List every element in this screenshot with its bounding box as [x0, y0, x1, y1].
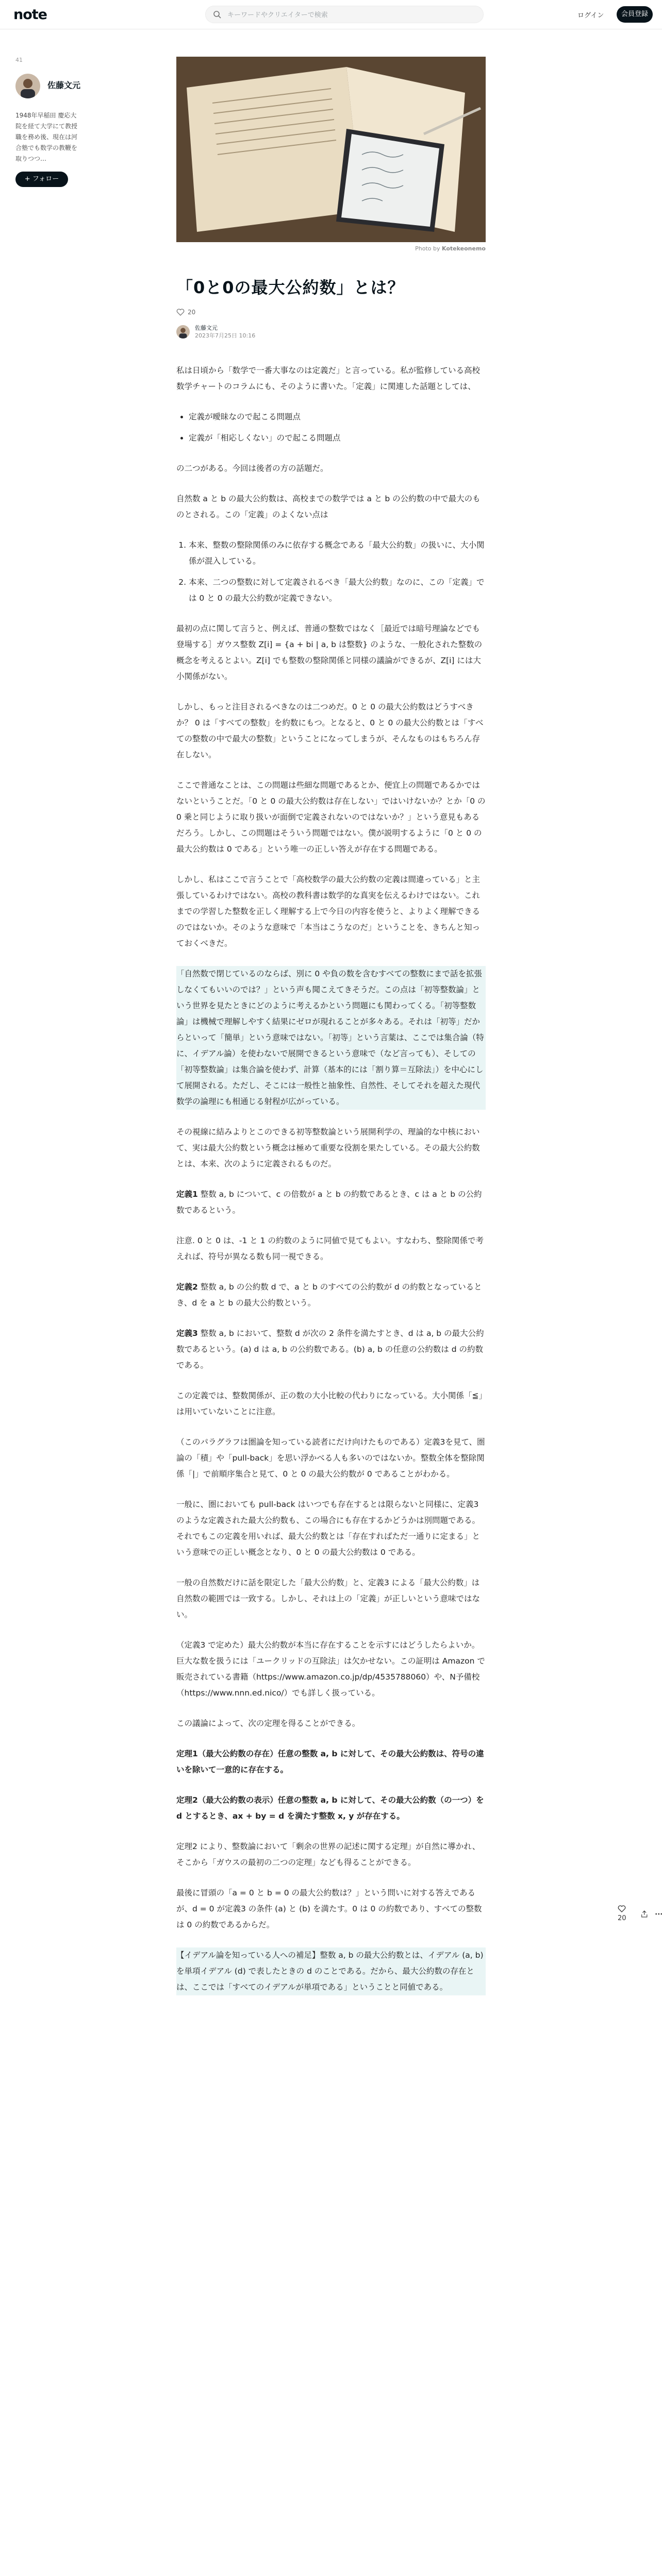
paragraph: ここで普通なことは、この問題は些細な問題であるとか、便宜上の問題であるかではないということだ。「0 と 0 の最大公約数は存在しない」ではいけないか？とか「0 の 0 乗と同じように取り扱いが面倒で定義されないのではないか？」という意見もあるだろう。しかし、この問題はそういう問題ではない。僕が説明するように「0 と 0 の最大公約数は 0 である」という唯一の正しい答えが存在する問題である。: [176, 780, 486, 854]
like-count: 20: [188, 309, 196, 316]
paragraph: 最後に冒頭の「a = 0 と b = 0 の最大公約数は？」という問いに対する答えであるが、d = 0 が定義3 の条件 (a) と (b) を満たす。0 は 0 の約数であり、すべての整数は 0 の約数であるからだ。: [176, 1888, 482, 1929]
paragraph: の二つがある。今回は後者の方の話題だ。: [176, 463, 328, 473]
definition-label: 定義3: [176, 1328, 198, 1338]
paragraph: 自然数 a と b の最大公約数は、高校までの数学では a と b の公約数の中で最大のものとされる。この「定義」のよくない点は: [176, 494, 481, 519]
byline-name[interactable]: 佐藤文元: [195, 325, 218, 331]
paragraph: （定義3 で定めた）最大公約数が本当に存在することを示すにはどうしたらよいか。巨大な数を扱うには「ユークリッドの互除法」は欠かせない。この証明は Amazon で販売されている書籍（https://www.amazon.co.jp/dp/4535788060）や、N予備校（https://www.nnn.ed.nico/）でも詳しく扱っている。: [176, 1640, 485, 1698]
definition-label: 定義2: [176, 1282, 198, 1292]
author-avatar[interactable]: [15, 74, 40, 98]
follow-button[interactable]: [15, 172, 68, 187]
ordered-item: 1. 本来、整数の整除関係のみに依存する概念である「最大公約数」の扱いに、大小関係が混入している。: [189, 537, 486, 569]
paragraph: その視線に結みよりとこのできる初等整数論という展開利学の、理論的な中核において、実は最大公約数という概念は極めて重要な役割を果たしている。その最大公約数とは、本来、次のように定義されるものだ。: [176, 1127, 480, 1168]
author-sidebar: [15, 57, 82, 187]
search-icon: [213, 10, 221, 19]
author-name[interactable]: 佐藤文元: [47, 80, 81, 90]
signup-button[interactable]: 会員登録: [617, 6, 653, 23]
paragraph: この議論によって、次の定理を得ることができる。: [176, 1718, 360, 1728]
post-count: 41: [15, 57, 23, 63]
publish-date: 2023年7月25日 10:16: [195, 332, 256, 340]
paragraph: 定理2 により、整数論において「剰余の世界の記述に関する定理」が自然に導かれ、そこから「ガウスの最初の二つの定理」なども得ることができる。: [176, 1841, 481, 1867]
image-credit: [176, 245, 486, 252]
definition-label: 定義1: [176, 1189, 198, 1199]
author-bio: 1948年早稲田 慶応大院を経て大学にて教授職を務め後、現在は河合塾でも数学の教鞭を取りつつ…: [15, 112, 78, 162]
login-link[interactable]: ログイン: [577, 12, 604, 20]
paragraph: 「自然数で閉じているのならば、別に 0 や負の数を含むすべての整数にまで話を拡張しなくてもいいのでは？」という声も聞こえてきそうだ。この点は「初等整数論」という世界を見たときにどのように考えるかという問題にも関わってくる。「初等整数論」は機械で理解しやすく結果にゼロが現れることが多々ある。それは「初等」だからといって「簡単」という意味ではない。「初等」という言葉は、ここでは集合論（特に、イデアル論）を使わないで展開できるという意味で（など言っても）、そしての「初等整数論」は集合論を使わず、計算（基本的には「割り算＝互除法」）を中心にして展開される。ただし、そこには一般性と抽象性、自然性、そしてそれを超えた現代数学の論理にも相通じる射程が広がっている。: [176, 966, 486, 1110]
image-credit-name[interactable]: Kotekeonemo: [442, 245, 486, 252]
heart-icon[interactable]: [176, 309, 185, 316]
article-meta: [176, 309, 486, 316]
note-logo[interactable]: note: [13, 7, 47, 23]
definition-text: 整数 a, b の公約数 d で、a と b のすべての公約数が d の約数となっているとき、d を a と b の最大公約数という。: [176, 1282, 482, 1308]
ordered-list: [176, 537, 486, 606]
article: [176, 57, 486, 2010]
definition-3: [176, 1326, 486, 1374]
definition-text: 整数 a, b について、c の倍数が a と b の約数であるとき、c は a と b の公約数であるという。: [176, 1189, 482, 1215]
search-input[interactable]: [226, 6, 476, 24]
definition-2: [176, 1279, 486, 1311]
byline-avatar[interactable]: [176, 325, 190, 338]
follow-label: フォロー: [32, 175, 59, 183]
paragraph: 一般に、圏においても pull-back はいつでも存在するとは限らないと同様に、定義3のような定義された最大公約数も、この場合にも存在するかどうかは別問題である。それでもこの定義を用いれば、最大公約数とは「存在すればただ一通りに定まる」という意味での正しい概念となり、0 と 0 の最大公約数は 0 である。: [176, 1499, 481, 1557]
plus-icon: +: [24, 175, 30, 183]
theorem-1: 定理1（最大公約数の存在）任意の整数 a, b に対して、その最大公約数は、符号の違いを除いて一意的に存在する。: [176, 1749, 484, 1774]
paragraph: この定義では、整数関係が、正の数の大小比較の代わりになっている。大小関係「≦」は用いていないことに注意。: [176, 1391, 483, 1416]
paragraph: （このパラグラフは圏論を知っている読者にだけ向けたものである）定義3を見て、圏論の「積」や「pull-back」を思い浮かべる人も多いのではないか。整数全体を整除関係「|」で前順序集合と見て、0 と 0 の最大公約数が 0 であることがわかる。: [176, 1437, 485, 1479]
search-bar[interactable]: [205, 6, 484, 23]
more-icon[interactable]: [655, 1913, 662, 1915]
paragraph: 最初の点に関して言うと、例えば、普通の整数ではなく［最近では暗号理論などでも登場する］ガウス整数 Z[i] = {a + bi | a, b は整数} のような、一般化された整数の概念を考えるとよい。Z[i] でも整数の整除関係と同様の議論ができるが、Z[i] には大小関係がない。: [176, 623, 483, 681]
bullet-item: • 定義が「相応しくない」ので起こる問題点: [189, 430, 486, 446]
definition-1: [176, 1187, 486, 1218]
paragraph: しかし、もっと注目されるべきなのは二つめだ。0 と 0 の最大公約数はどうすべきか？ 0 は「すべての整数」を約数にもつ。となると、0 と 0 の最大公約数とは「すべての整数の中で最大の整数」ということになってしまうが、そんなものはもちろん存在しない。: [176, 702, 484, 759]
byline: [176, 324, 486, 340]
like-button[interactable]: [618, 1905, 634, 1922]
paragraph: 私は日頃から「数学で一番大事なのは定義だ」と言っている。私が監修している高校数学チャートのコラムにも、そのように書いた。「定義」に関連した話題としては、: [176, 365, 481, 391]
paragraph: しかし、私はここで言うことで「高校数学の最大公約数の定義は間違っている」と主張しているわけではない。高校の教科書は数学的な真実を伝えるわけではない。これまでの学習した整数を正しく理解する上で今日の内容を使うと、よりよく理解できるのではないか。そのような意味で「本当はこうなのだ」ということを、きちんと知っておくべきだ。: [176, 874, 481, 948]
theorem-2: 定理2（最大公約数の表示）任意の整数 a, b に対して、その最大公約数（の一つ）を d とするとき、ax + by = d を満たす整数 x, y が存在する。: [176, 1795, 484, 1821]
floating-actions: [618, 1905, 662, 1922]
paragraph: 【イデアル論を知っている人への補足】整数 a, b の最大公約数とは、イデアル (a, b) を単項イデアル (d) で表したときの d のことである。だから、最大公約数の存在とは、ここでは「すべてのイデアルが単項である」ということと同値である。: [176, 1947, 486, 1995]
article-body: [176, 363, 486, 1995]
article-title: 「0と0の最大公約数」とは？: [176, 278, 405, 297]
paragraph: 注意. 0 と 0 は、-1 と 1 の約数のように同値で見てもよい。すなわち、整除関係で考えれば、符号が異なる数も同一視できる。: [176, 1235, 484, 1261]
definition-text: 整数 a, b において、整数 d が次の 2 条件を満たすとき、d は a, b の最大公約数であるという。(a) d は a, b の公約数である。(b) a, b の任意の公約数は d の約数である。: [176, 1328, 484, 1370]
heart-icon: [618, 1905, 626, 1912]
ordered-item: 2. 本来、二つの整数に対して定義されるべき「最大公約数」なのに、この「定義」では 0 と 0 の最大公約数が定義できない。: [189, 574, 486, 606]
hero-image: [176, 57, 486, 242]
paragraph: 一般の自然数だけに話を限定した「最大公約数」と、定義3 による「最大公約数」は自然数の範囲では一致する。しかし、それは上の「定義」が正しいという意味ではない。: [176, 1578, 481, 1619]
bullet-item: • 定義が曖昧なので起こる問題点: [189, 409, 486, 425]
share-icon[interactable]: [641, 1910, 648, 1918]
floating-like-count: 20: [618, 1914, 626, 1922]
bullet-list: [176, 409, 486, 446]
top-header: [0, 0, 662, 29]
image-credit-label: Photo by: [415, 245, 440, 252]
